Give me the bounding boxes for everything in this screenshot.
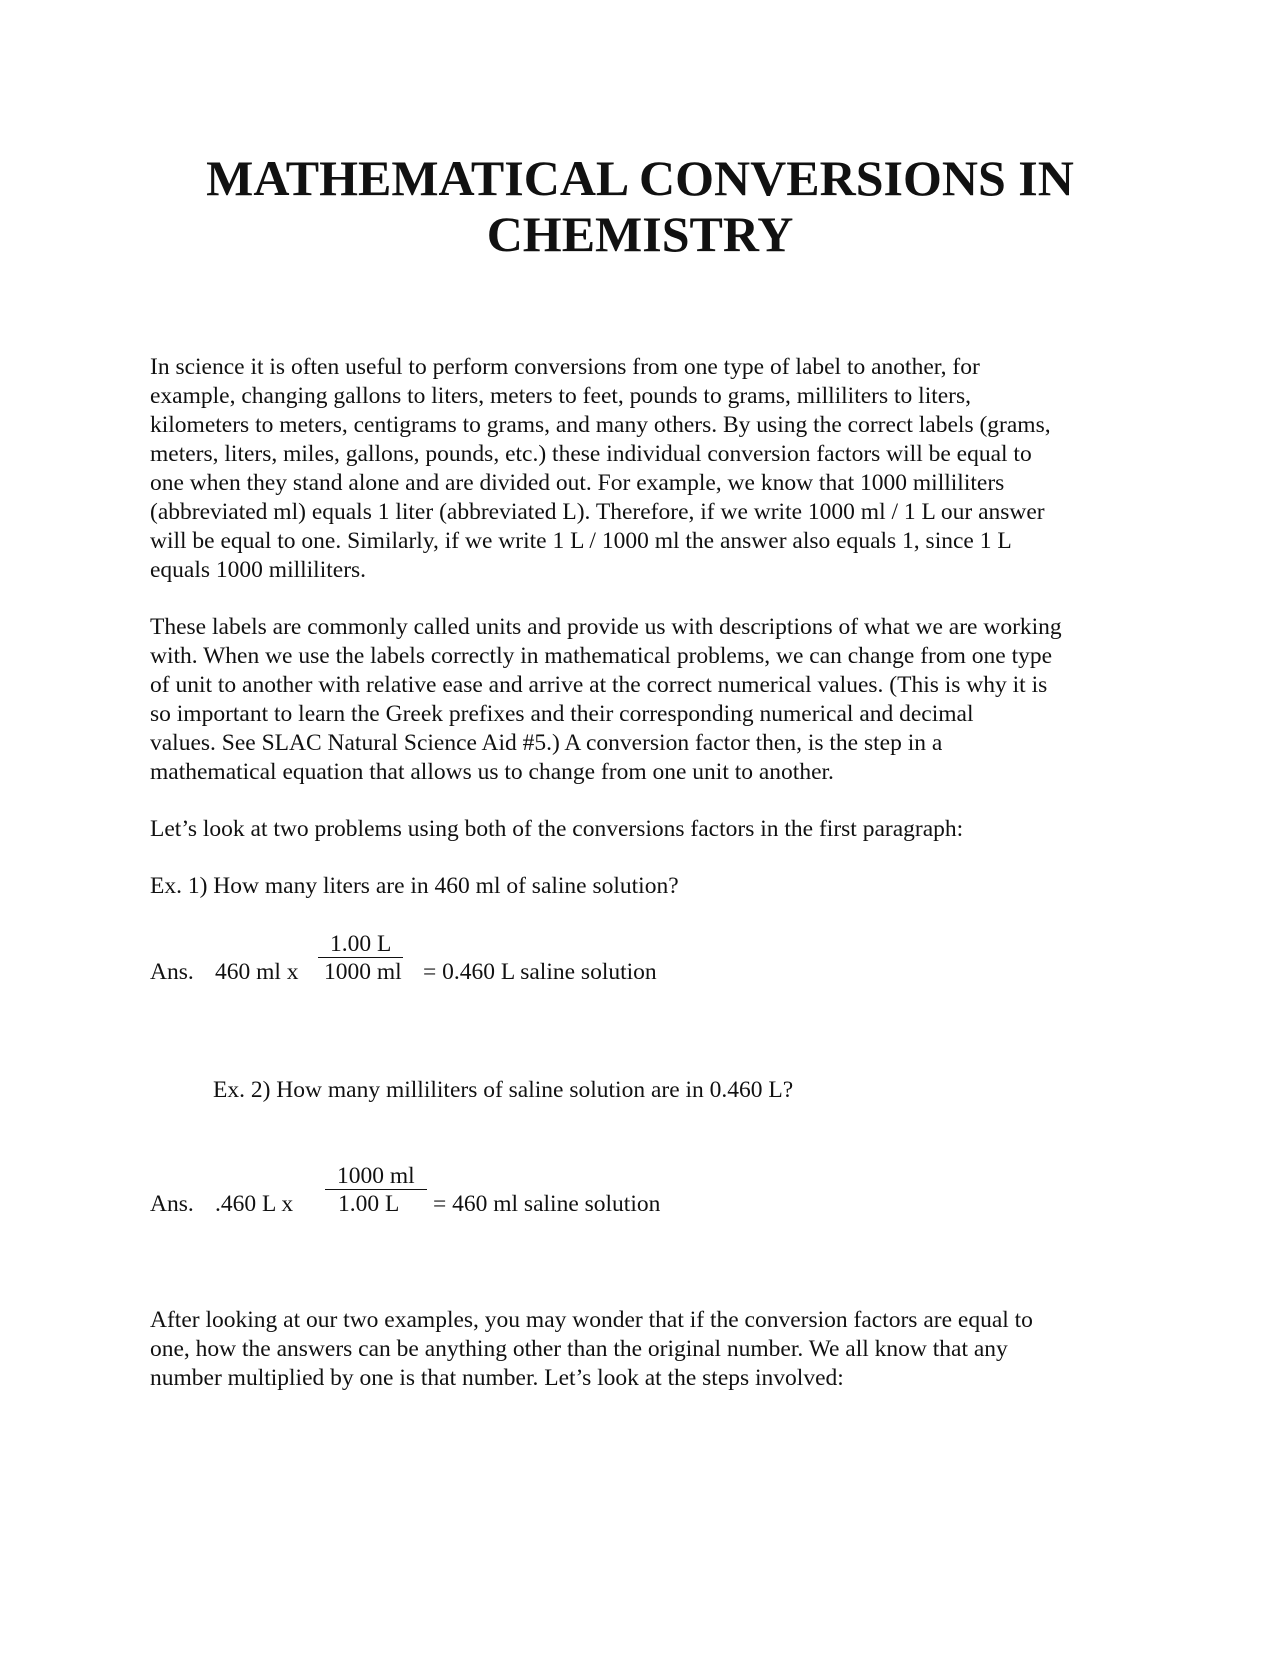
paragraph-2-line: with. When we use the labels correctly in mathematical problems, we can change from one type	[150, 643, 1053, 669]
paragraph-3-line: one, how the answers can be anything other than the original number. We all know that any	[150, 1336, 1008, 1362]
paragraph-1-line: (abbreviated ml) equals 1 liter (abbreviated L). Therefore, if we write 1000 ml / 1 L our answer	[150, 499, 1045, 525]
page-title	[150, 150, 1130, 262]
paragraph-1-line: will be equal to one. Similarly, if we write 1 L / 1000 ml the answer also equals 1, since 1 L	[150, 528, 1012, 554]
example-1-start-value: 460 ml x	[215, 959, 299, 985]
paragraph-3-line: After looking at our two examples, you may wonder that if the conversion factors are equal to	[150, 1307, 1033, 1333]
paragraph-2-line: so important to learn the Greek prefixes and their corresponding numerical and decimal	[150, 701, 974, 727]
example-2-ans-label: Ans.	[150, 1191, 194, 1217]
paragraph-3	[150, 1306, 1130, 1393]
example-1-question: Ex. 1) How many liters are in 460 ml of saline solution?	[150, 873, 679, 899]
paragraph-1-line: kilometers to meters, centigrams to grams, and many others. By using the correct labels (grams,	[150, 412, 1051, 438]
fraction-numerator: 1000 ml	[325, 1163, 427, 1190]
example-1-denominator: 1000 ml	[324, 959, 402, 985]
example-2-numerator	[325, 1162, 427, 1191]
fraction-numerator: 1.00 L	[318, 931, 403, 958]
paragraph-1-line: meters, liters, miles, gallons, pounds, etc.) these individual conversion factors will be equal to	[150, 441, 1032, 467]
example-2-question: Ex. 2) How many milliliters of saline solution are in 0.460 L?	[213, 1077, 794, 1103]
example-2-result: = 460 ml saline solution	[433, 1191, 661, 1217]
paragraph-2-line: These labels are commonly called units and provide us with descriptions of what we are working	[150, 614, 1062, 640]
intro-line: Let’s look at two problems using both of the conversions factors in the first paragraph:	[150, 816, 964, 842]
example-1-numerator	[318, 930, 403, 959]
paragraph-2-line: values. See SLAC Natural Science Aid #5.) A conversion factor then, is the step in a	[150, 730, 943, 756]
title-line-2: CHEMISTRY	[486, 206, 794, 262]
paragraph-1-line: In science it is often useful to perform conversions from one type of label to another, for	[150, 354, 980, 380]
paragraph-2	[150, 613, 1130, 787]
example-2-denominator: 1.00 L	[338, 1191, 400, 1217]
paragraph-2-line: mathematical equation that allows us to change from one unit to another.	[150, 759, 834, 785]
example-2-start-value: .460 L x	[215, 1191, 294, 1217]
example-1-ans-label: Ans.	[150, 959, 194, 985]
paragraph-1-line: one when they stand alone and are divided out. For example, we know that 1000 milliliters	[150, 470, 1005, 496]
paragraph-2-line: of unit to another with relative ease and arrive at the correct numerical values. (This is why it is	[150, 672, 1048, 698]
paragraph-3-line: number multiplied by one is that number. Let’s look at the steps involved:	[150, 1365, 844, 1391]
paragraph-1-line: equals 1000 milliliters.	[150, 557, 367, 583]
paragraph-1-line: example, changing gallons to liters, meters to feet, pounds to grams, milliliters to liters,	[150, 383, 972, 409]
paragraph-1	[150, 353, 1130, 585]
example-1-result: = 0.460 L saline solution	[423, 959, 657, 985]
title-line-1: MATHEMATICAL CONVERSIONS IN	[206, 150, 1074, 206]
